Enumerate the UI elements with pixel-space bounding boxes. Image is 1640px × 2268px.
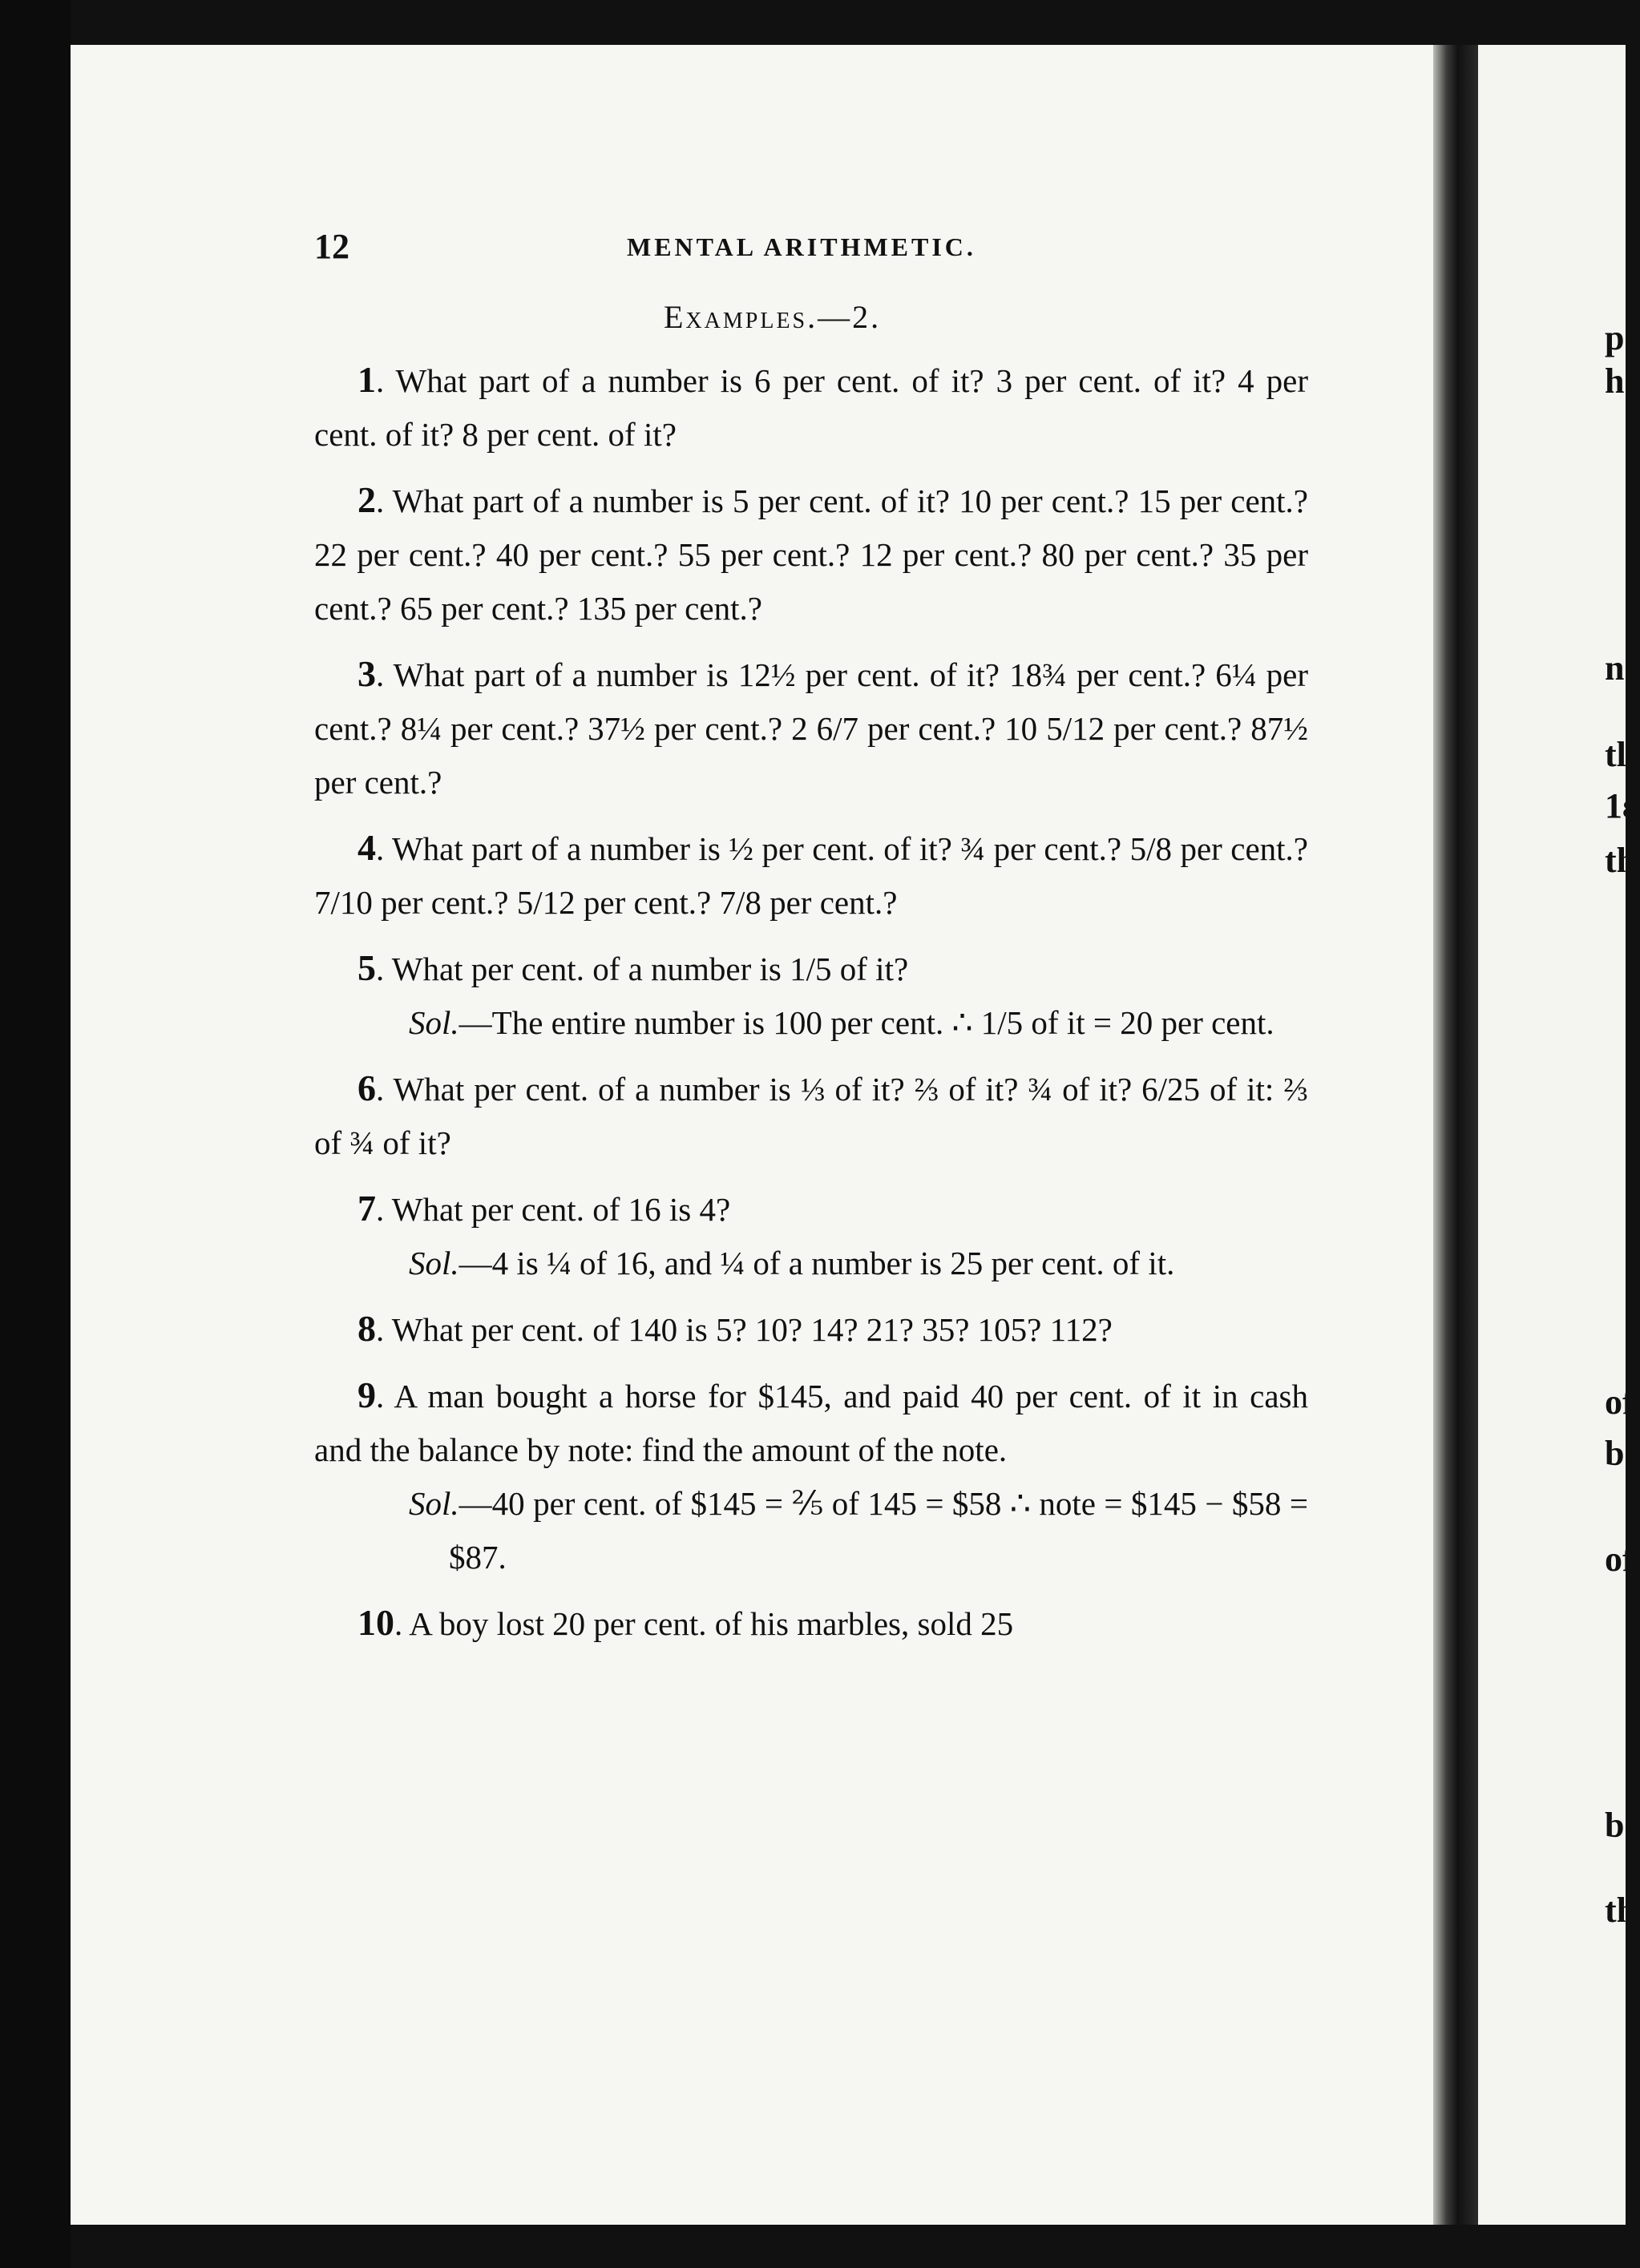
page-number: 12	[314, 227, 349, 266]
examples-list	[314, 353, 1308, 1662]
facing-page-fragment: be	[1605, 1434, 1640, 1473]
facing-page-fragment: th	[1605, 841, 1637, 880]
solution: Sol.—4 is ¼ of 16, and ¼ of a number is 25 per cent. of it.	[409, 1245, 1175, 1281]
facing-page-fragment: 1ε	[1605, 786, 1638, 825]
facing-page-fragment: th	[1605, 1891, 1637, 1930]
scan-border	[0, 0, 71, 2268]
example-text: What part of a number is ½ per cent. of it? ¾ per cent.? 5/8 per cent.? 7/10 per cent.? 5/12 per cent.? 7/8 per cent.?	[314, 830, 1308, 921]
example-number: 9	[357, 1374, 376, 1415]
example-text: What part of a number is 5 per cent. of it? 10 per cent.? 15 per cent.? 22 per cent.? 40 per cent.? 55 per cent.? 12 per cent.? 80 per cent.? 35 per cent.? 65 per cent.? 135 per cent.?	[314, 482, 1308, 627]
example-6: 6. What per cent. of a number is ⅓ of it? ⅔ of it? ¾ of it? 6/25 of it: ⅔ of ¾ of it?	[314, 1067, 1309, 1161]
facing-page-fragment: be	[1605, 1806, 1640, 1845]
example-number: 4	[357, 827, 376, 868]
solution-text: 40 per cent. of $145 = ⅖ of 145 = $58 ∴ note = $145 − $58 = $87.	[449, 1485, 1308, 1576]
example-text: What per cent. of 140 is 5? 10? 14? 21? 35? 105? 112?	[391, 1311, 1113, 1348]
facing-page-fragment: h	[1605, 361, 1625, 401]
example-text: What part of a number is 12½ per cent. of it? 18¾ per cent.? 6¼ per cent.? 8¼ per cent.? 37½ per cent.? 2 6/7 per cent.? 10 5/12 per cent.? 87½ per cent.?	[314, 656, 1308, 801]
example-8: 8. What per cent. of 140 is 5? 10? 14? 21? 35? 105? 112?	[357, 1308, 1113, 1349]
example-5: 5. What per cent. of a number is 1/5 of it? Sol.—The entire number is 100 per cent. ∴ 1/5 of it = 20 per cent.	[314, 941, 1308, 1050]
solution-text: The entire number is 100 per cent. ∴ 1/5 of it = 20 per cent.	[491, 1004, 1274, 1041]
solution: Sol.—40 per cent. of $145 = ⅖ of 145 = $58 ∴ note = $145 − $58 = $87.	[409, 1485, 1308, 1576]
example-text: What part of a number is 6 per cent. of it? 3 per cent. of it? 4 per cent. of it? 8 per cent. of it?	[314, 362, 1308, 453]
solution-text: 4 is ¼ of 16, and ¼ of a number is 25 per cent. of it.	[491, 1245, 1175, 1281]
solution-label: Sol.	[409, 1004, 459, 1041]
facing-page	[1478, 45, 1640, 2225]
example-number: 6	[357, 1067, 376, 1108]
facing-page-fragment: p	[1605, 318, 1625, 357]
example-number: 2	[357, 479, 376, 520]
example-2: 2. What part of a number is 5 per cent. of it? 10 per cent.? 15 per cent.? 22 per cent.? 40 per cent.? 55 per cent.? 12 per cent.? 80 per cent.? 35 per cent.? 65 per cent.? 135 per cent.?	[314, 479, 1308, 627]
example-1: 1. What part of a number is 6 per cent. of it? 3 per cent. of it? 4 per cent. of it? 8 per cent. of it?	[314, 359, 1308, 453]
solution-label: Sol.	[409, 1485, 459, 1522]
example-4: 4. What part of a number is ½ per cent. of it? ¾ per cent.? 5/8 per cent.? 7/10 per cent.? 5/12 per cent.? 7/8 per cent.?	[314, 827, 1308, 921]
facing-page-fragment: tl	[1605, 735, 1626, 774]
example-3: 3. What part of a number is 12½ per cent. of it? 18¾ per cent.? 6¼ per cent.? 8¼ per cent.? 37½ per cent.? 2 6/7 per cent.? 10 5/12 per cent.? 87½ per cent.?	[314, 653, 1308, 801]
example-text: A man bought a horse for $145, and paid 40 per cent. of it in cash and the balance by note: find the amount of the note.	[314, 1378, 1308, 1468]
example-10: 10. A boy lost 20 per cent. of his marbles, sold 25	[357, 1602, 1014, 1643]
running-title: MENTAL ARITHMETIC.	[627, 232, 976, 261]
example-number: 8	[357, 1308, 376, 1349]
book-gutter	[1433, 45, 1478, 2225]
example-text: A boy lost 20 per cent. of his marbles, sold 25	[409, 1605, 1014, 1642]
example-text: What per cent. of a number is 1/5 of it?	[391, 950, 909, 987]
example-number: 5	[357, 947, 376, 988]
example-number: 7	[357, 1188, 376, 1229]
example-number: 3	[357, 653, 376, 694]
solution-label: Sol.	[409, 1245, 459, 1281]
running-head	[242, 226, 1284, 282]
example-text: What per cent. of a number is ⅓ of it? ⅔ of it? ¾ of it? 6/25 of it: ⅔ of ¾ of it?	[314, 1071, 1309, 1161]
solution: Sol.—The entire number is 100 per cent. ∴ 1/5 of it = 20 per cent.	[409, 1004, 1274, 1041]
example-text: What per cent. of 16 is 4?	[391, 1191, 731, 1228]
facing-page-fragment: of	[1605, 1382, 1634, 1422]
example-number: 1	[357, 359, 376, 400]
example-number: 10	[357, 1602, 394, 1643]
section-heading: Examples.—2.	[664, 299, 882, 335]
facing-page-fragment: of	[1605, 1540, 1634, 1579]
facing-page-fragment: n	[1605, 648, 1625, 688]
example-7: 7. What per cent. of 16 is 4? Sol.—4 is ¼ of 16, and ¼ of a number is 25 per cent. of it.	[314, 1181, 1308, 1290]
example-9: 9. A man bought a horse for $145, and paid 40 per cent. of it in cash and the balance by note: find the amount of the note. Sol.—40 per cent. of $145 = ⅖ of 145 = $58 ∴ note = $145 − $58 = $87.	[314, 1368, 1308, 1584]
